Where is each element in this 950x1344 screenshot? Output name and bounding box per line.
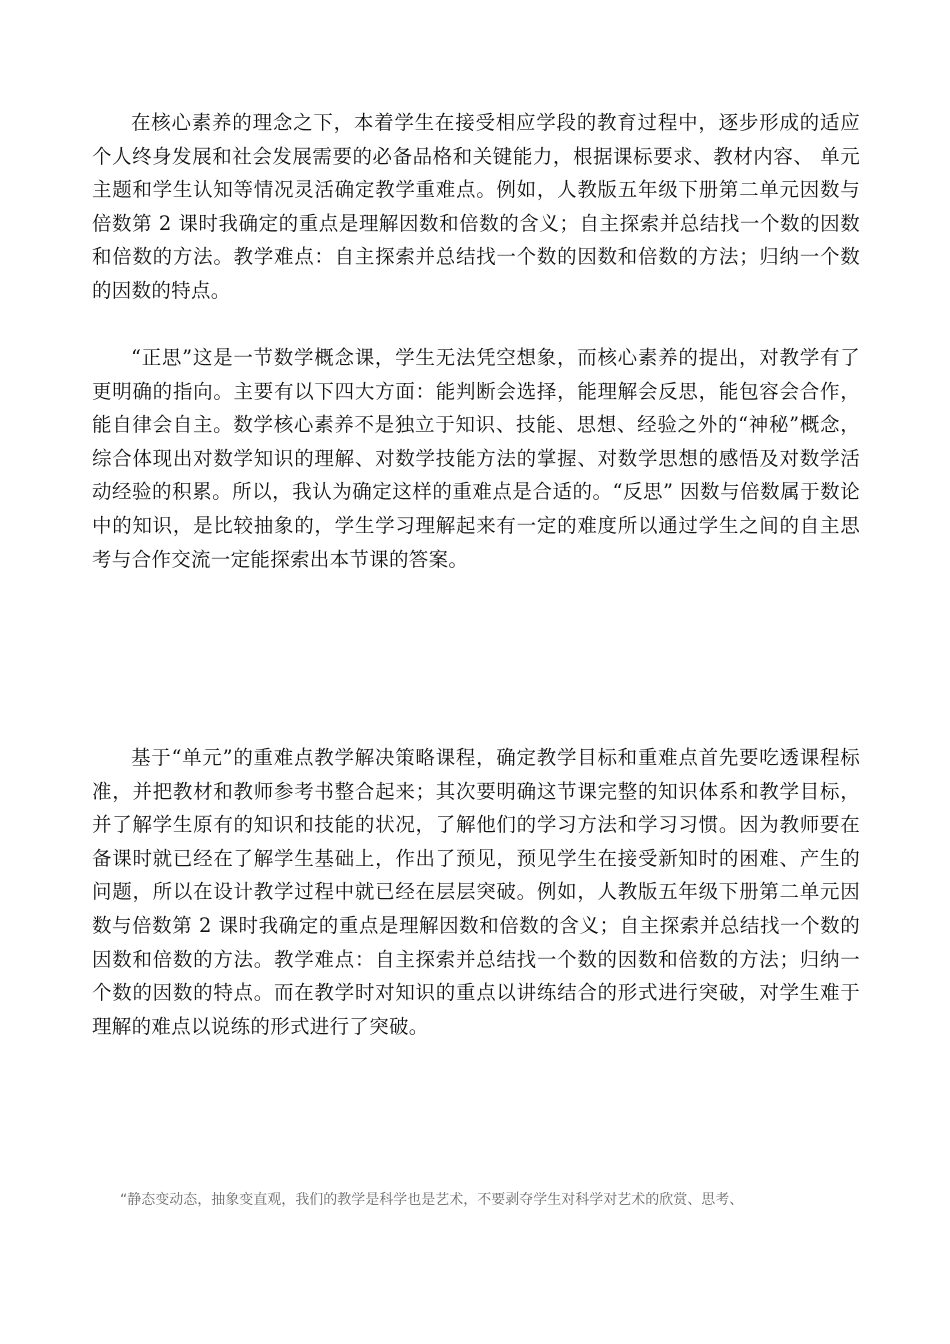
quote-excerpt: “静态变动态，抽象变直观，我们的教学是科学也是艺术，不要剥夺学生对科学对艺术的欣赏、思考、 (120, 1192, 744, 1208)
paragraph-reflection: “正思”这是一节数学概念课，学生无法凭空想象，而核心素养的提出，对教学有了更明确的指向。主要有以下四大方面：能判断会选择，能理解会反思，能包容会合作，能自律会自主。数学核心素养不是独立于知识、技能、思想、经验之外的“神秘”概念，综合体现出对数学知识的理解、对数学技能方法的掌握、对数学思想的感悟及对数学活动经验的积累。所以，我认为确定这样的重难点是合适的。“反思” 因数与倍数属于数论中的知识，是比较抽象的，学生学习理解起来有一定的难度所以通过学生之间的自主思考与合作交流一定能探索出本节课的答案。 (92, 346, 860, 571)
paragraph-unit-strategy: 基于“单元”的重难点教学解决策略课程，确定教学目标和重难点首先要吃透课程标准，并把教材和教师参考书整合起来；其次要明确这节课完整的知识体系和教学目标，并了解学生原有的知识和技能的状况，了解他们的学习方法和学习习惯。因为教师要在备课时就已经在了解学生基础上，作出了预见，预见学生在接受新知时的困难、产生的问题，所以在设计教学过程中就已经在层层突破。例如，人教版五年级下册第二单元因数与倍数第 2 课时我确定的重点是理解因数和倍数的含义；自主探索并总结找一个数的因数和倍数的方法。教学难点：自主探索并总结找一个数的因数和倍数的方法；归纳一个数的因数的特点。而在教学时对知识的重点以讲练结合的形式进行突破，对学生难于理解的难点以说练的形式进行了突破。 (92, 746, 860, 1038)
paragraph-core-literacy: 在核心素养的理念之下，本着学生在接受相应学段的教育过程中，逐步形成的适应个人终身发展和社会发展需要的必备品格和关键能力，根据课标要求、教材内容、 单元主题和学生认知等情况灵活确定教学重难点。例如，人教版五年级下册第二单元因数与倍数第 2 课时我确定的重点是理解因数和倍数的含义；自主探索并总结找一个数的因数和倍数的方法。教学难点：自主探索并总结找一个数的因数和倍数的方法；归纳一个数的因数的特点。 (92, 111, 860, 302)
